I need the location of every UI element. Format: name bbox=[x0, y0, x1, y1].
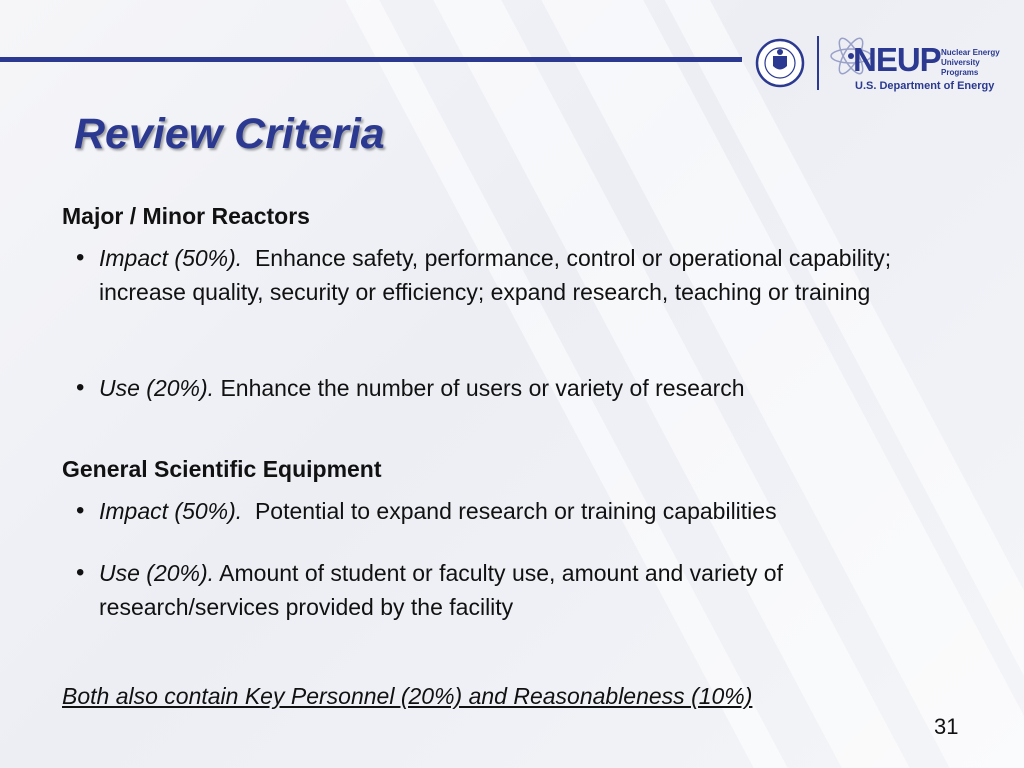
doe-seal-icon bbox=[755, 38, 805, 88]
bullet-text: Amount of student or faculty use, amount and variety of research/services provided by the facility bbox=[99, 560, 783, 620]
bullet-dot-icon: • bbox=[76, 374, 85, 401]
bullet-label: Impact (50%). bbox=[99, 245, 243, 271]
neup-program-name: Nuclear Energy University Programs bbox=[941, 48, 1000, 77]
bullet-equipment-use bbox=[76, 556, 946, 624]
bullet-reactors-impact bbox=[76, 241, 946, 309]
neup-acronym: NEUP bbox=[853, 41, 941, 78]
section-heading-reactors: Major / Minor Reactors bbox=[62, 203, 310, 229]
bullet-label: Impact (50%). bbox=[99, 498, 243, 524]
bullet-text: Enhance the number of users or variety of research bbox=[220, 375, 745, 401]
neup-doe-logo bbox=[755, 34, 1005, 96]
header-rule bbox=[0, 57, 742, 62]
bullet-reactors-use bbox=[76, 371, 946, 405]
bullet-equipment-impact bbox=[76, 494, 946, 528]
bullet-dot-icon: • bbox=[76, 559, 85, 586]
logo-divider bbox=[817, 36, 819, 90]
bullet-dot-icon: • bbox=[76, 497, 85, 524]
bullet-label: Use (20%). bbox=[99, 375, 215, 401]
bullet-label: Use (20%). bbox=[99, 560, 215, 586]
bullet-text: Enhance safety, performance, control or operational capability; increase quality, security or efficiency; expand research, teaching or training bbox=[99, 245, 892, 305]
bullet-dot-icon: • bbox=[76, 244, 85, 271]
page-number: 31 bbox=[934, 714, 959, 739]
section-heading-equipment: General Scientific Equipment bbox=[62, 456, 382, 482]
department-name: U.S. Department of Energy bbox=[855, 80, 995, 92]
bullet-text: Potential to expand research or training capabilities bbox=[254, 498, 777, 524]
footer-note: Both also contain Key Personnel (20%) and Reasonableness (10%) bbox=[62, 683, 753, 709]
slide-title: Review Criteria bbox=[74, 110, 385, 158]
